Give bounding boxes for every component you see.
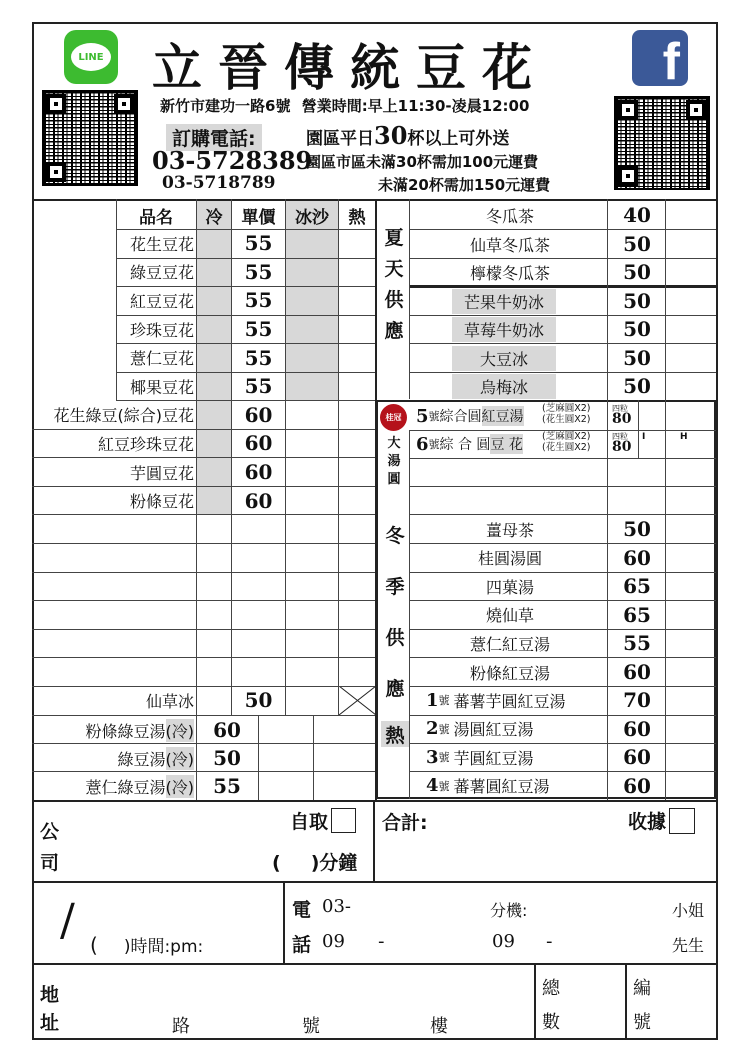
cold-cell[interactable] (197, 258, 231, 287)
item-name: 芋圓紅豆湯 (453, 748, 534, 768)
menu-item-name: 粉條豆花 (129, 492, 194, 512)
item-number-unit: 號 (438, 694, 450, 707)
number-label: 號 (302, 1016, 320, 1037)
grid-line (410, 458, 716, 459)
soup-item (34, 716, 194, 744)
grid-line (409, 430, 410, 799)
grid-line (410, 486, 716, 487)
grid-line (116, 199, 117, 400)
address-label-1: 地 (40, 984, 60, 1006)
line-icon-label: LINE (78, 51, 104, 63)
facebook-icon-glyph: f (662, 33, 680, 86)
grid-line (32, 514, 375, 515)
menu-item-price: 55 (244, 374, 273, 399)
menu-item-name: 薏仁豆花 (129, 349, 194, 369)
serial-label-1: 編 (633, 978, 651, 999)
grid-line (410, 430, 716, 431)
grid-line (32, 629, 375, 630)
winter-item-price: 60 (623, 545, 651, 570)
line-icon[interactable] (64, 30, 118, 84)
summer-item-name: 草莓牛奶冰 (452, 317, 556, 342)
winter-item-name: 粉條紅豆湯 (469, 663, 550, 683)
cold-cell[interactable] (197, 401, 231, 430)
winter-label-char: 冬 (385, 524, 405, 547)
winter-numbered-price: 70 (623, 688, 651, 712)
winter-numbered-item (426, 715, 534, 743)
grid-line (410, 514, 716, 515)
form-split (373, 800, 375, 882)
grid-line (665, 199, 666, 800)
item-number: 1 (426, 689, 439, 711)
phone-second[interactable]: 03-5718789 (162, 173, 276, 193)
cold-cell[interactable] (197, 429, 231, 458)
winter-item-price: 65 (623, 574, 651, 599)
ice-cell[interactable] (286, 286, 338, 315)
grid-line (313, 715, 314, 800)
time-field[interactable] (90, 932, 203, 957)
item-number: 5 (416, 405, 429, 427)
grid-line (116, 258, 375, 259)
grid-line (32, 771, 375, 772)
item-number-unit: 號 (438, 722, 450, 736)
grid-line (32, 686, 375, 687)
menu-item-price: 60 (244, 460, 273, 485)
mark-h: H (680, 432, 688, 442)
road-label: 路 (172, 1016, 190, 1037)
form-line-3 (32, 963, 718, 965)
item-name-b: 豆 花 (490, 434, 522, 454)
winter-numbered-item (426, 772, 550, 800)
summer-item-price: 40 (623, 203, 651, 227)
item-number: 3 (426, 746, 439, 768)
grid-line (410, 229, 716, 230)
grid-line (196, 199, 197, 800)
col-header-hot: 熱 (348, 207, 366, 228)
summer-item-price: 50 (623, 231, 651, 256)
grid-line (116, 400, 375, 401)
summer-item-price: 50 (623, 288, 651, 313)
soup-name: 粉條綠豆湯 (85, 721, 166, 741)
grid-line (116, 229, 375, 230)
cold-tag: (冷) (166, 747, 195, 770)
summer-label-char: 夏 (384, 226, 404, 249)
total-label: 合計: (382, 812, 428, 834)
soup-price: 55 (213, 774, 241, 798)
grid-line (410, 315, 716, 316)
cold-cell[interactable] (197, 372, 231, 401)
item-number: 6 (416, 433, 429, 455)
hot-unavailable-cross (339, 686, 376, 715)
company-label-1: 公 (40, 821, 60, 843)
count-label: 四粒 (612, 432, 628, 441)
item-note (542, 431, 590, 453)
winter-item-name: 薑母茶 (485, 520, 534, 540)
ice-cell[interactable] (286, 315, 338, 344)
delivery-line-2: 園區市區未滿30杯需加100元運費 (306, 153, 539, 171)
tangyuan-label-char: 湯 (387, 453, 401, 469)
item-price: 80 (612, 411, 632, 427)
mark-i: I (642, 432, 646, 442)
grid-line (32, 600, 375, 601)
ice-cell[interactable] (286, 343, 338, 372)
delivery-cups: 30 (374, 121, 408, 150)
summer-label-char: 應 (384, 319, 404, 342)
summer-label-char: 供 (384, 288, 404, 311)
grid-line (32, 486, 375, 487)
company-label-2: 司 (40, 852, 60, 874)
form-top-line (32, 800, 718, 802)
winter-item-price: 50 (623, 517, 651, 541)
item-name-b: 紅豆湯 (482, 406, 524, 426)
form-split-2 (283, 881, 285, 964)
soup-price: 50 (213, 746, 241, 770)
address-line (160, 95, 529, 116)
item-number-unit: 號 (428, 410, 440, 423)
winter-item-name: 桂圓湯圓 (477, 549, 542, 569)
grid-line (285, 199, 286, 716)
note-line-2: (花生圓X2) (542, 442, 591, 453)
receipt-checkbox[interactable] (669, 808, 695, 834)
winter-label-char: 應 (385, 677, 405, 700)
winter-label-char: 季 (385, 575, 405, 598)
menu-item-name: 花生綠豆(綜合)豆花 (53, 406, 194, 426)
cold-tag: (冷) (166, 719, 195, 742)
winter-item-name: 四菓湯 (485, 577, 534, 597)
item-count-price (612, 431, 631, 453)
winter-numbered-price: 60 (623, 773, 651, 798)
tangyuan-item (416, 432, 523, 456)
grid-line (410, 343, 716, 344)
delivery-text-a: 園區平日 (306, 129, 374, 149)
item-name: 湯圓紅豆湯 (453, 720, 534, 740)
summer-item-name: 仙草冬瓜茶 (469, 235, 550, 255)
menu-item-name: 珍珠豆花 (129, 320, 194, 340)
winter-item-price: 60 (623, 660, 651, 684)
soup-price: 60 (213, 718, 241, 742)
winter-numbered-price: 60 (623, 745, 651, 770)
hours: 營業時間:早上11:30-凌晨12:00 (301, 97, 530, 115)
phone-prefix-landline[interactable]: 03- (322, 896, 351, 917)
laurel-badge-icon (380, 404, 407, 431)
address-label-2: 址 (40, 1012, 60, 1034)
grid-line (231, 199, 232, 716)
form-line-2 (32, 881, 718, 883)
extension-label: 分機: (490, 901, 528, 920)
item-price: 80 (612, 439, 632, 455)
menu-item-name: 紅豆珍珠豆花 (97, 434, 194, 454)
winter-item-price: 55 (623, 631, 651, 656)
floor-label: 樓 (430, 1016, 448, 1037)
receipt-label: 收據 (628, 811, 667, 833)
summer-item-price: 50 (623, 374, 651, 398)
badge-text: 桂冠 (385, 413, 402, 422)
phone-label-2: 話 (292, 934, 312, 956)
grid-line (410, 600, 716, 601)
title-miss[interactable]: 小姐 (672, 901, 705, 920)
ice-cell[interactable] (286, 229, 338, 258)
winter-item-name: 薏仁紅豆湯 (469, 634, 550, 654)
cold-cell[interactable] (197, 315, 231, 344)
winter-label-char: 供 (385, 626, 405, 649)
count-label-1: 總 (542, 978, 560, 999)
summer-item-name: 烏梅冰 (452, 374, 556, 399)
grid-line (410, 629, 716, 630)
item-number-unit: 號 (428, 438, 440, 451)
menu-item-name: 芋圓豆花 (129, 463, 194, 483)
item-count-price (612, 403, 631, 425)
form-split-3 (534, 963, 536, 1040)
order-label: 訂購電話: (166, 124, 262, 151)
note-line-2: (花生圓X2) (542, 414, 591, 425)
soup-name: 綠豆湯 (117, 749, 166, 769)
tangyuan-item (416, 404, 524, 428)
address: 新竹市建功一路6號 (160, 97, 291, 115)
grass-jelly-ice-price: 50 (244, 688, 273, 712)
grid-line (410, 572, 716, 573)
minutes-close: )分鐘 (310, 852, 358, 874)
menu-item-name: 花生豆花 (129, 234, 194, 254)
summer-item-name: 芒果牛奶冰 (452, 289, 556, 314)
menu-item-name: 椰果豆花 (129, 377, 194, 397)
summer-item-price: 50 (623, 345, 651, 370)
pickup-checkbox[interactable] (331, 808, 356, 833)
phone-dash-1: - (378, 931, 385, 952)
serial-label-2: 號 (633, 1012, 651, 1033)
grid-line (638, 400, 639, 458)
cold-cell[interactable] (197, 458, 231, 487)
menu-item-price: 55 (244, 345, 273, 370)
item-number: 4 (426, 775, 439, 797)
date-slash: / (60, 895, 75, 946)
grid-line (410, 258, 716, 259)
note-line-1: (芝麻圓X2) (542, 431, 591, 442)
grid-line (338, 199, 339, 716)
grid-line (410, 285, 716, 288)
grid-line (116, 286, 375, 287)
summer-item-name: 大豆冰 (452, 346, 556, 371)
phone-prefix-mobile[interactable]: 09 (322, 931, 345, 952)
delivery-line-3: 未滿20杯需加150元運費 (378, 176, 551, 194)
item-name-a: 綜合圓 (439, 409, 482, 425)
grid-line (410, 686, 716, 687)
receipt-option[interactable] (628, 807, 695, 834)
menu-item-name: 綠豆豆花 (129, 263, 194, 283)
col-header-cold: 冷 (197, 201, 231, 229)
grass-jelly-ice-name: 仙草冰 (145, 691, 194, 711)
cold-cell[interactable] (197, 286, 231, 315)
minutes-open: ( (272, 852, 281, 874)
menu-item-price: 55 (244, 317, 273, 342)
facebook-icon[interactable] (632, 30, 688, 86)
winter-numbered-price: 60 (623, 716, 651, 741)
soup-item (34, 772, 194, 800)
menu-item-price: 60 (244, 488, 273, 513)
winter-numbered-item (426, 743, 534, 771)
grid-line (410, 543, 716, 544)
summer-item-price: 50 (623, 317, 651, 341)
tangyuan-label-char: 圓 (387, 471, 401, 487)
item-number-unit: 號 (438, 779, 450, 793)
grid-line (116, 372, 375, 373)
delivery-line-1 (306, 121, 509, 150)
winter-item-name: 燒仙草 (485, 606, 534, 626)
item-number: 2 (426, 718, 439, 740)
tangyuan-label-char: 大 (387, 435, 401, 451)
menu-item-name: 紅豆豆花 (129, 291, 194, 311)
summer-item-name: 檸檬冬瓜茶 (469, 264, 550, 283)
form-split-4 (625, 963, 627, 1040)
phone-label-1: 電 (292, 899, 312, 921)
menu-item-price: 60 (244, 402, 273, 427)
count-label: 四粒 (612, 404, 628, 413)
col-header-price: 單價 (241, 207, 276, 228)
time-open: ( (90, 933, 98, 957)
grid-line (32, 457, 375, 458)
grid-line (32, 715, 375, 716)
menu-item-price: 60 (244, 431, 273, 456)
item-name: 蕃薯芋圓紅豆湯 (453, 691, 566, 711)
grid-line (410, 715, 716, 716)
grid-line (410, 771, 716, 772)
menu-item-price: 55 (244, 231, 273, 256)
minutes-field[interactable] (272, 848, 357, 875)
count-label-2: 數 (542, 1012, 560, 1033)
grid-line (32, 743, 375, 744)
winter-numbered-item (426, 686, 566, 714)
summer-item-name: 冬瓜茶 (485, 207, 534, 226)
title-mister[interactable]: 先生 (672, 936, 705, 955)
delivery-text-b: 杯以上可外送 (407, 129, 510, 149)
cold-cell[interactable] (197, 229, 231, 258)
hot-label: 熱 (381, 721, 409, 747)
phone-main[interactable]: 03-5728389 (152, 146, 313, 175)
soup-name: 薏仁綠豆湯 (85, 777, 166, 797)
facebook-qr-code[interactable] (614, 96, 710, 190)
item-number-unit: 號 (438, 751, 450, 765)
col-header-ice: 冰沙 (286, 201, 338, 229)
summer-label-char: 天 (384, 257, 404, 280)
cold-cell[interactable] (197, 486, 231, 515)
summer-item-price: 50 (623, 260, 651, 284)
ice-cell[interactable] (286, 258, 338, 287)
phone-prefix-mobile-2[interactable]: 09 (492, 931, 515, 952)
grid-line (258, 715, 259, 800)
item-note (542, 403, 590, 425)
winter-item-price: 65 (623, 602, 651, 627)
time-close: )時間:pm: (123, 937, 204, 957)
cold-cell[interactable] (197, 343, 231, 372)
item-name-a: 綜 合 圓 (439, 437, 491, 453)
menu-item-price: 55 (244, 288, 273, 313)
pickup-option[interactable] (290, 807, 356, 834)
col-header-name: 品名 (139, 207, 173, 228)
grid-line (607, 199, 608, 800)
grid-line (409, 199, 410, 399)
grid-line (32, 657, 375, 658)
grid-line (116, 315, 375, 316)
note-line-1: (芝麻圓X2) (542, 403, 591, 414)
grid-line (410, 372, 716, 373)
shop-name: 立晉傳統豆花 (152, 38, 548, 97)
grid-line (410, 743, 716, 744)
item-name: 蕃薯圓紅豆湯 (453, 777, 550, 797)
grid-line (32, 429, 375, 430)
pickup-label: 自取 (290, 811, 329, 833)
line-qr-code[interactable] (42, 90, 138, 186)
grid-line (32, 572, 375, 573)
grid-line (116, 343, 375, 344)
soup-item (34, 744, 194, 772)
ice-cell[interactable] (286, 372, 338, 401)
phone-dash-2: - (546, 931, 553, 952)
menu-item-price: 55 (244, 259, 273, 284)
grid-line (32, 543, 375, 544)
cold-tag: (冷) (166, 775, 195, 798)
grid-line (410, 657, 716, 658)
